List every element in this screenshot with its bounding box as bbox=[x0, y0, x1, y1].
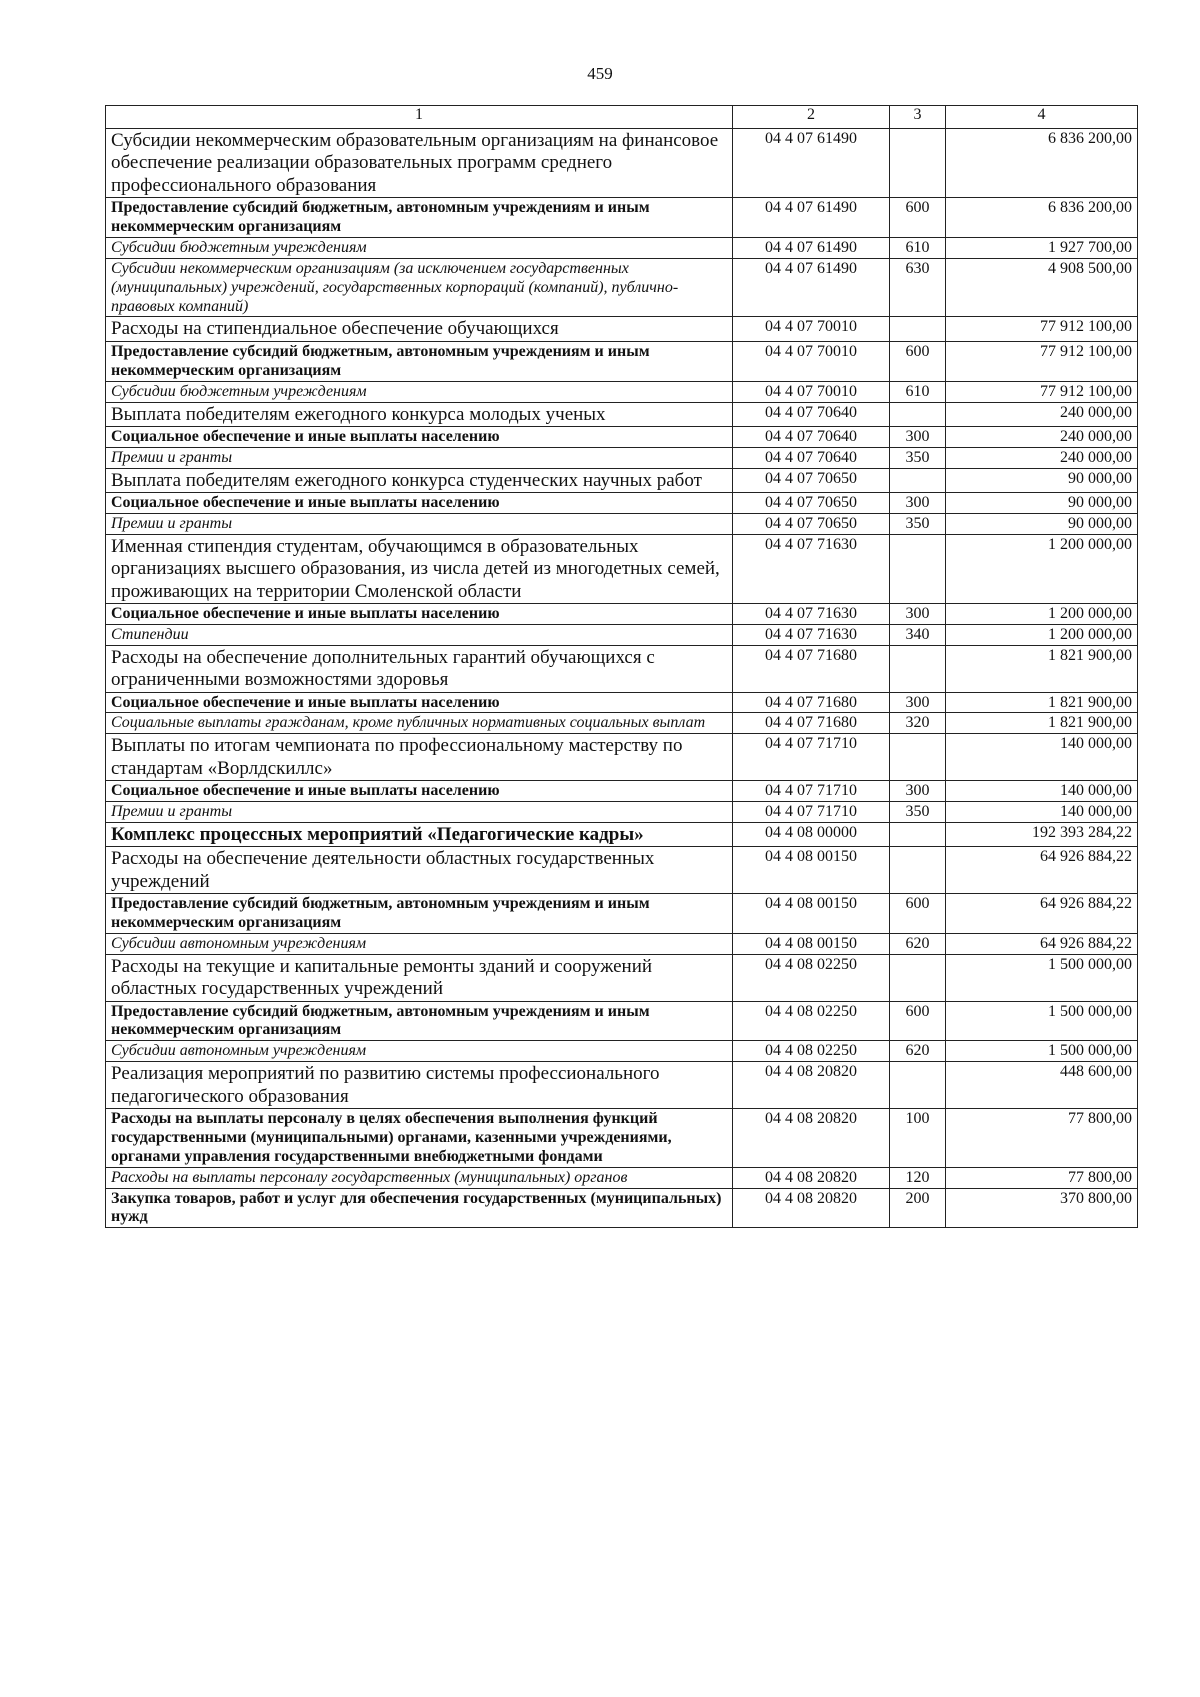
row-code-cell: 04 4 07 70640 bbox=[733, 426, 890, 447]
table-row bbox=[106, 317, 1138, 341]
table-row bbox=[106, 692, 1138, 713]
row-code-cell: 04 4 07 70640 bbox=[733, 402, 890, 426]
row-name-cell: Субсидии бюджетным учреждениям bbox=[106, 237, 733, 258]
row-code-cell: 04 4 07 71710 bbox=[733, 781, 890, 802]
row-name-cell: Субсидии автономным учреждениям bbox=[106, 1041, 733, 1062]
row-code-cell: 04 4 08 02250 bbox=[733, 1001, 890, 1041]
row-amount-cell: 64 926 884,22 bbox=[946, 847, 1138, 894]
table-row bbox=[106, 513, 1138, 534]
row-name-cell: Социальное обеспечение и иные выплаты населению bbox=[106, 426, 733, 447]
row-code-cell: 04 4 08 02250 bbox=[733, 954, 890, 1001]
row-expense-type-cell: 620 bbox=[890, 1041, 946, 1062]
header-col-4: 4 bbox=[946, 106, 1138, 129]
budget-table bbox=[105, 105, 1138, 1228]
row-expense-type-cell bbox=[890, 847, 946, 894]
row-code-cell: 04 4 08 00000 bbox=[733, 822, 890, 846]
row-code-cell: 04 4 08 00150 bbox=[733, 933, 890, 954]
row-expense-type-cell: 600 bbox=[890, 1001, 946, 1041]
table-row bbox=[106, 426, 1138, 447]
table-row bbox=[106, 933, 1138, 954]
row-code-cell: 04 4 07 61490 bbox=[733, 129, 890, 198]
row-code-cell: 04 4 08 00150 bbox=[733, 847, 890, 894]
row-name-cell: Предоставление субсидий бюджетным, автономным учреждениям и иным некоммерческим организациям bbox=[106, 1001, 733, 1041]
row-expense-type-cell: 600 bbox=[890, 198, 946, 238]
row-code-cell: 04 4 07 71630 bbox=[733, 604, 890, 625]
row-code-cell: 04 4 08 00150 bbox=[733, 894, 890, 934]
row-amount-cell: 1 500 000,00 bbox=[946, 1041, 1138, 1062]
row-amount-cell: 448 600,00 bbox=[946, 1062, 1138, 1109]
row-code-cell: 04 4 07 71680 bbox=[733, 713, 890, 734]
table-row bbox=[106, 645, 1138, 692]
page-number: 459 bbox=[587, 64, 613, 83]
table-row bbox=[106, 381, 1138, 402]
row-name-cell: Предоставление субсидий бюджетным, автономным учреждениям и иным некоммерческим организациям bbox=[106, 894, 733, 934]
row-name-cell: Выплата победителям ежегодного конкурса молодых ученых bbox=[106, 402, 733, 426]
row-expense-type-cell: 320 bbox=[890, 713, 946, 734]
row-code-cell: 04 4 08 02250 bbox=[733, 1041, 890, 1062]
row-name-cell: Социальное обеспечение и иные выплаты населению bbox=[106, 781, 733, 802]
row-amount-cell: 240 000,00 bbox=[946, 426, 1138, 447]
row-amount-cell: 77 912 100,00 bbox=[946, 381, 1138, 402]
row-amount-cell: 1 500 000,00 bbox=[946, 954, 1138, 1001]
row-expense-type-cell: 630 bbox=[890, 258, 946, 317]
row-expense-type-cell bbox=[890, 317, 946, 341]
table-header bbox=[106, 106, 1138, 129]
row-amount-cell: 77 800,00 bbox=[946, 1109, 1138, 1168]
table-row bbox=[106, 493, 1138, 514]
header-col-3: 3 bbox=[890, 106, 946, 129]
table-row bbox=[106, 847, 1138, 894]
row-code-cell: 04 4 07 70010 bbox=[733, 317, 890, 341]
table-row bbox=[106, 1167, 1138, 1188]
row-code-cell: 04 4 07 71680 bbox=[733, 692, 890, 713]
row-name-cell: Субсидии автономным учреждениям bbox=[106, 933, 733, 954]
row-amount-cell: 370 800,00 bbox=[946, 1188, 1138, 1228]
table-row bbox=[106, 237, 1138, 258]
row-name-cell: Комплекс процессных мероприятий «Педагогические кадры» bbox=[106, 822, 733, 846]
row-amount-cell: 6 836 200,00 bbox=[946, 198, 1138, 238]
row-amount-cell: 1 500 000,00 bbox=[946, 1001, 1138, 1041]
row-amount-cell: 4 908 500,00 bbox=[946, 258, 1138, 317]
row-code-cell: 04 4 07 71680 bbox=[733, 645, 890, 692]
row-code-cell: 04 4 07 70010 bbox=[733, 381, 890, 402]
table-row bbox=[106, 781, 1138, 802]
row-amount-cell: 77 800,00 bbox=[946, 1167, 1138, 1188]
row-code-cell: 04 4 08 20820 bbox=[733, 1062, 890, 1109]
row-expense-type-cell bbox=[890, 734, 946, 781]
row-amount-cell: 140 000,00 bbox=[946, 781, 1138, 802]
table-row bbox=[106, 822, 1138, 846]
table-row bbox=[106, 1062, 1138, 1109]
table-row bbox=[106, 1109, 1138, 1168]
row-amount-cell: 90 000,00 bbox=[946, 513, 1138, 534]
table-body bbox=[106, 129, 1138, 1228]
row-amount-cell: 1 821 900,00 bbox=[946, 692, 1138, 713]
row-name-cell: Расходы на обеспечение дополнительных гарантий обучающихся с ограниченными возможностями здоровья bbox=[106, 645, 733, 692]
row-expense-type-cell bbox=[890, 645, 946, 692]
row-amount-cell: 140 000,00 bbox=[946, 734, 1138, 781]
row-code-cell: 04 4 08 20820 bbox=[733, 1188, 890, 1228]
header-col-2: 2 bbox=[733, 106, 890, 129]
row-expense-type-cell bbox=[890, 1062, 946, 1109]
row-amount-cell: 64 926 884,22 bbox=[946, 933, 1138, 954]
row-amount-cell: 1 821 900,00 bbox=[946, 713, 1138, 734]
row-expense-type-cell bbox=[890, 534, 946, 603]
row-expense-type-cell: 350 bbox=[890, 802, 946, 823]
row-amount-cell: 6 836 200,00 bbox=[946, 129, 1138, 198]
row-name-cell: Реализация мероприятий по развитию системы профессионального педагогического образования bbox=[106, 1062, 733, 1109]
row-expense-type-cell: 600 bbox=[890, 894, 946, 934]
row-expense-type-cell: 300 bbox=[890, 692, 946, 713]
row-expense-type-cell bbox=[890, 954, 946, 1001]
row-name-cell: Выплата победителям ежегодного конкурса студенческих научных работ bbox=[106, 468, 733, 492]
row-code-cell: 04 4 07 71630 bbox=[733, 624, 890, 645]
table-row bbox=[106, 402, 1138, 426]
row-expense-type-cell: 620 bbox=[890, 933, 946, 954]
table-row bbox=[106, 604, 1138, 625]
table-row bbox=[106, 1001, 1138, 1041]
table-row bbox=[106, 802, 1138, 823]
row-amount-cell: 1 200 000,00 bbox=[946, 534, 1138, 603]
row-expense-type-cell: 610 bbox=[890, 381, 946, 402]
table-row bbox=[106, 1188, 1138, 1228]
row-amount-cell: 1 927 700,00 bbox=[946, 237, 1138, 258]
table-row bbox=[106, 468, 1138, 492]
row-name-cell: Социальное обеспечение и иные выплаты населению bbox=[106, 493, 733, 514]
table-row bbox=[106, 129, 1138, 198]
table-row bbox=[106, 954, 1138, 1001]
row-amount-cell: 77 912 100,00 bbox=[946, 341, 1138, 381]
row-amount-cell: 140 000,00 bbox=[946, 802, 1138, 823]
table-row bbox=[106, 734, 1138, 781]
row-code-cell: 04 4 07 71630 bbox=[733, 534, 890, 603]
row-code-cell: 04 4 07 70650 bbox=[733, 513, 890, 534]
row-expense-type-cell bbox=[890, 822, 946, 846]
row-expense-type-cell: 300 bbox=[890, 781, 946, 802]
row-name-cell: Премии и гранты bbox=[106, 447, 733, 468]
table-row bbox=[106, 624, 1138, 645]
row-name-cell: Социальное обеспечение и иные выплаты населению bbox=[106, 692, 733, 713]
row-code-cell: 04 4 07 70010 bbox=[733, 341, 890, 381]
row-name-cell: Премии и гранты bbox=[106, 802, 733, 823]
row-code-cell: 04 4 07 70650 bbox=[733, 493, 890, 514]
row-expense-type-cell: 350 bbox=[890, 447, 946, 468]
row-expense-type-cell: 340 bbox=[890, 624, 946, 645]
row-name-cell: Субсидии некоммерческим образовательным организациям на финансовое обеспечение реализации образовательных программ среднего профессионального образования bbox=[106, 129, 733, 198]
table-row bbox=[106, 198, 1138, 238]
row-expense-type-cell: 600 bbox=[890, 341, 946, 381]
row-expense-type-cell: 100 bbox=[890, 1109, 946, 1168]
table-row bbox=[106, 894, 1138, 934]
row-name-cell: Расходы на выплаты персоналу в целях обеспечения выполнения функций государственными (муниципальными) органами, казенными учреждениями, органами управления государственными внебюджетными фондами bbox=[106, 1109, 733, 1168]
header-col-1: 1 bbox=[106, 106, 733, 129]
row-amount-cell: 240 000,00 bbox=[946, 402, 1138, 426]
table-row bbox=[106, 534, 1138, 603]
row-expense-type-cell: 300 bbox=[890, 426, 946, 447]
row-amount-cell: 90 000,00 bbox=[946, 493, 1138, 514]
table-row bbox=[106, 258, 1138, 317]
row-amount-cell: 77 912 100,00 bbox=[946, 317, 1138, 341]
row-expense-type-cell: 300 bbox=[890, 604, 946, 625]
row-amount-cell: 1 821 900,00 bbox=[946, 645, 1138, 692]
table-row bbox=[106, 341, 1138, 381]
header-row bbox=[106, 106, 1138, 129]
row-name-cell: Расходы на текущие и капитальные ремонты зданий и сооружений областных государственных учреждений bbox=[106, 954, 733, 1001]
row-code-cell: 04 4 07 61490 bbox=[733, 237, 890, 258]
row-amount-cell: 64 926 884,22 bbox=[946, 894, 1138, 934]
row-code-cell: 04 4 07 71710 bbox=[733, 802, 890, 823]
row-name-cell: Социальные выплаты гражданам, кроме публичных нормативных социальных выплат bbox=[106, 713, 733, 734]
row-name-cell: Предоставление субсидий бюджетным, автономным учреждениям и иным некоммерческим организациям bbox=[106, 341, 733, 381]
table-row bbox=[106, 447, 1138, 468]
row-amount-cell: 192 393 284,22 bbox=[946, 822, 1138, 846]
row-name-cell: Выплаты по итогам чемпионата по профессиональному мастерству по стандартам «Ворлдскиллс» bbox=[106, 734, 733, 781]
row-expense-type-cell: 350 bbox=[890, 513, 946, 534]
row-code-cell: 04 4 07 70640 bbox=[733, 447, 890, 468]
row-expense-type-cell: 120 bbox=[890, 1167, 946, 1188]
row-expense-type-cell bbox=[890, 468, 946, 492]
row-name-cell: Предоставление субсидий бюджетным, автономным учреждениям и иным некоммерческим организациям bbox=[106, 198, 733, 238]
row-name-cell: Премии и гранты bbox=[106, 513, 733, 534]
row-expense-type-cell: 200 bbox=[890, 1188, 946, 1228]
row-name-cell: Субсидии некоммерческим организациям (за исключением государственных (муниципальных) учреждений, государственных корпораций (компаний), публично-правовых компаний) bbox=[106, 258, 733, 317]
row-code-cell: 04 4 08 20820 bbox=[733, 1167, 890, 1188]
row-expense-type-cell: 610 bbox=[890, 237, 946, 258]
row-code-cell: 04 4 07 61490 bbox=[733, 258, 890, 317]
table-row bbox=[106, 713, 1138, 734]
row-name-cell: Именная стипендия студентам, обучающимся в образовательных организациях высшего образования, из числа детей из многодетных семей, проживающих на территории Смоленской области bbox=[106, 534, 733, 603]
row-name-cell: Социальное обеспечение и иные выплаты населению bbox=[106, 604, 733, 625]
row-code-cell: 04 4 07 71710 bbox=[733, 734, 890, 781]
row-expense-type-cell bbox=[890, 402, 946, 426]
row-name-cell: Стипендии bbox=[106, 624, 733, 645]
row-code-cell: 04 4 08 20820 bbox=[733, 1109, 890, 1168]
row-name-cell: Субсидии бюджетным учреждениям bbox=[106, 381, 733, 402]
row-name-cell: Расходы на стипендиальное обеспечение обучающихся bbox=[106, 317, 733, 341]
row-amount-cell: 1 200 000,00 bbox=[946, 604, 1138, 625]
row-name-cell: Расходы на обеспечение деятельности областных государственных учреждений bbox=[106, 847, 733, 894]
row-expense-type-cell bbox=[890, 129, 946, 198]
row-code-cell: 04 4 07 70650 bbox=[733, 468, 890, 492]
row-name-cell: Закупка товаров, работ и услуг для обеспечения государственных (муниципальных) нужд bbox=[106, 1188, 733, 1228]
row-amount-cell: 90 000,00 bbox=[946, 468, 1138, 492]
row-code-cell: 04 4 07 61490 bbox=[733, 198, 890, 238]
row-expense-type-cell: 300 bbox=[890, 493, 946, 514]
row-name-cell: Расходы на выплаты персоналу государственных (муниципальных) органов bbox=[106, 1167, 733, 1188]
row-amount-cell: 1 200 000,00 bbox=[946, 624, 1138, 645]
table-row bbox=[106, 1041, 1138, 1062]
row-amount-cell: 240 000,00 bbox=[946, 447, 1138, 468]
